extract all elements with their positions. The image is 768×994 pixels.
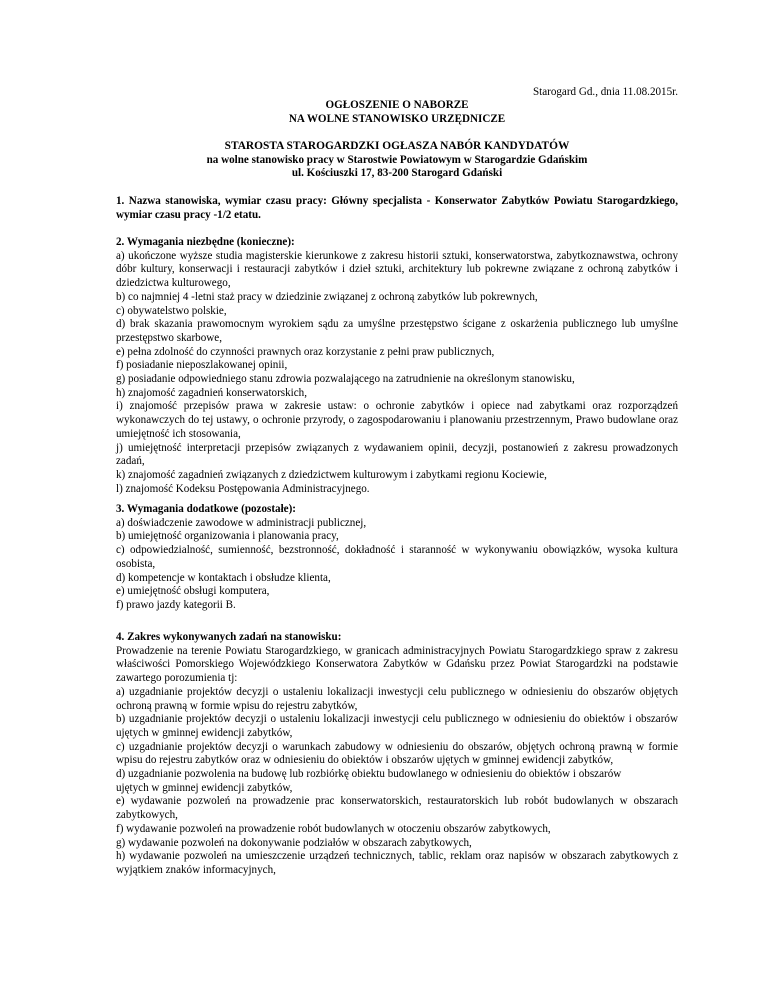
task-item: a) uzgadnianie projektów decyzji o ustaleniu lokalizacji inwestycji celu publicznego w odniesieniu do obszarów objętych ochroną prawną w formie wpisu do rejestru zabytków, — [116, 685, 678, 712]
requirement-item: h) znajomość zagadnień konserwatorskich, — [116, 386, 307, 399]
position-line: na wolne stanowisko pracy w Starostwie Powiatowym w Starogardzie Gdańskim — [206, 153, 588, 166]
task-item: e) wydawanie pozwoleń na prowadzenie prac konserwatorskich, restauratorskich lub robót budowlanych w obszarach zabytkowych, — [116, 795, 678, 822]
title-line-2: NA WOLNE STANOWISKO URZĘDNICZE — [288, 112, 506, 125]
additional-requirement-item: a) doświadczenie zawodowe w administracji publicznej, — [116, 516, 367, 529]
task-item: h) wydawanie pozwoleń na umieszczenie urządzeń technicznych, tablic, reklam oraz napisów w obszarach zabytkowych z wyjątkiem znaków informacyjnych, — [116, 850, 678, 876]
section-3-heading: 3. Wymagania dodatkowe (pozostałe): — [116, 503, 296, 515]
section-4-intro: Prowadzenie na terenie Powiatu Starogardzkiego, w granicach administracyjnych Powiatu Starogardzkiego spraw z zakresu właściwości Pomorskiego Wojewódzkiego Konserwatora Zabytków w Gdańsku przez Powiat Starogardzki na podstawie zawartego porozumienia tj: — [116, 644, 678, 685]
additional-requirement-item: b) umiejętność organizowania i planowania pracy, — [116, 530, 339, 543]
task-item: d) uzgadnianie pozwolenia na budowę lub rozbiórkę obiektu budowlanego w odniesieniu do obiektów i obszarów — [116, 768, 622, 781]
section-3 — [116, 503, 678, 613]
requirement-item: g) posiadanie odpowiedniego stanu zdrowia pozwalającego na zatrudnienie na określonym stanowisku, — [116, 373, 575, 386]
announcer-block — [116, 140, 678, 181]
requirement-item: i) znajomość przepisów prawa w zakresie ustaw: o ochronie zabytków i opiece nad zabytkami oraz rozporządzeń wykonawczych do tej ustawy, o ochronie przyrody, o zagospodarowaniu i planowaniu przestrzennym, Prawo budowlane oraz umiejętność ich stosowania, — [116, 400, 678, 440]
requirement-item: d) brak skazania prawomocnym wyrokiem sądu za umyślne przestępstwo ścigane z oskarżenia publicznego lub umyślne przestępstwo skarbowe, — [116, 318, 678, 344]
additional-requirement-item: e) umiejętność obsługi komputera, — [116, 585, 270, 598]
task-item: b) uzgadnianie projektów decyzji o ustaleniu lokalizacji inwestycji celu publicznego w odniesieniu do obiektów i obszarów ujętych w gminnej ewidencji zabytków, — [116, 713, 678, 739]
task-item: g) wydawanie pozwoleń na dokonywanie podziałów w obszarach zabytkowych, — [116, 836, 472, 849]
additional-requirement-item: f) prawo jazdy kategorii B. — [116, 598, 236, 611]
requirement-item: a) ukończone wyższe studia magisterskie kierunkowe z zakresu historii sztuki, konserwatorstwa, zabytkoznawstwa, ochrony dóbr kultury, konserwacji i restauracji zabytków i dzieł sztuki, architektury lub pokrewne związane z ochroną zabytków i dziedzictwa kulturowego, — [116, 249, 678, 290]
requirement-item: b) co najmniej 4 -letni staż pracy w dziedzinie związanej z ochroną zabytków lub pokrewnych, — [116, 290, 538, 303]
task-item: f) wydawanie pozwoleń na prowadzenie robót budowlanych w otoczeniu obszarów zabytkowych, — [116, 822, 551, 835]
announcement-title — [116, 99, 678, 126]
section-4 — [116, 631, 678, 878]
requirement-item: c) obywatelstwo polskie, — [116, 304, 227, 317]
task-item: c) uzgadnianie projektów decyzji o warunkach zabudowy w odniesieniu do obszarów, objętych ochroną prawną w formie wpisu do rejestru zabytków oraz w odniesieniu do obiektów i obszarów ujętych w gminnej ewidencji zabytków, — [116, 740, 678, 767]
requirement-item: l) znajomość Kodeksu Postępowania Administracyjnego. — [116, 482, 370, 495]
title-line-1: OGŁOSZENIE O NABORZE — [325, 99, 469, 111]
task-item-continuation: ujętych w gminnej ewidencji zabytków, — [116, 781, 293, 794]
announcer-line: STAROSTA STAROGARDZKI OGŁASZA NABÓR KANDYDATÓW — [224, 140, 570, 152]
requirement-item: e) pełna zdolność do czynności prawnych oraz korzystanie z pełni praw publicznych, — [116, 345, 495, 358]
requirement-item: k) znajomość zagadnień związanych z dziedzictwem kulturowym i zabytkami regionu Kociewie, — [116, 468, 547, 481]
section-4-heading: 4. Zakres wykonywanych zadań na stanowisku: — [116, 631, 342, 643]
section-1 — [116, 195, 678, 222]
place-date: Starogard Gd., dnia 11.08.2015r. — [532, 86, 678, 98]
additional-requirement-item: c) odpowiedzialność, sumienność, bezstronność, dokładność i staranność w wykonywaniu obowiązków, wysoka kultura osobista, — [116, 544, 678, 570]
section-2-heading: 2. Wymagania niezbędne (konieczne): — [116, 236, 295, 248]
section-2 — [116, 236, 678, 496]
additional-requirement-item: d) kompetencje w kontaktach i obsłudze klienta, — [116, 571, 331, 584]
requirement-item: f) posiadanie nieposzlakowanej opinii, — [116, 359, 288, 372]
requirement-item: j) umiejętność interpretacji przepisów związanych z wydawaniem opinii, decyzji, postanowień z zakresu prowadzonych zadań, — [116, 441, 678, 468]
section-1-heading: 1. Nazwa stanowiska, wymiar czasu pracy: Główny specjalista - Konserwator Zabytków Powiatu Starogardzkiego, wymiar czasu pracy -1/2 etatu. — [116, 195, 678, 221]
address-line: ul. Kościuszki 17, 83-200 Starogard Gdański — [291, 167, 503, 180]
